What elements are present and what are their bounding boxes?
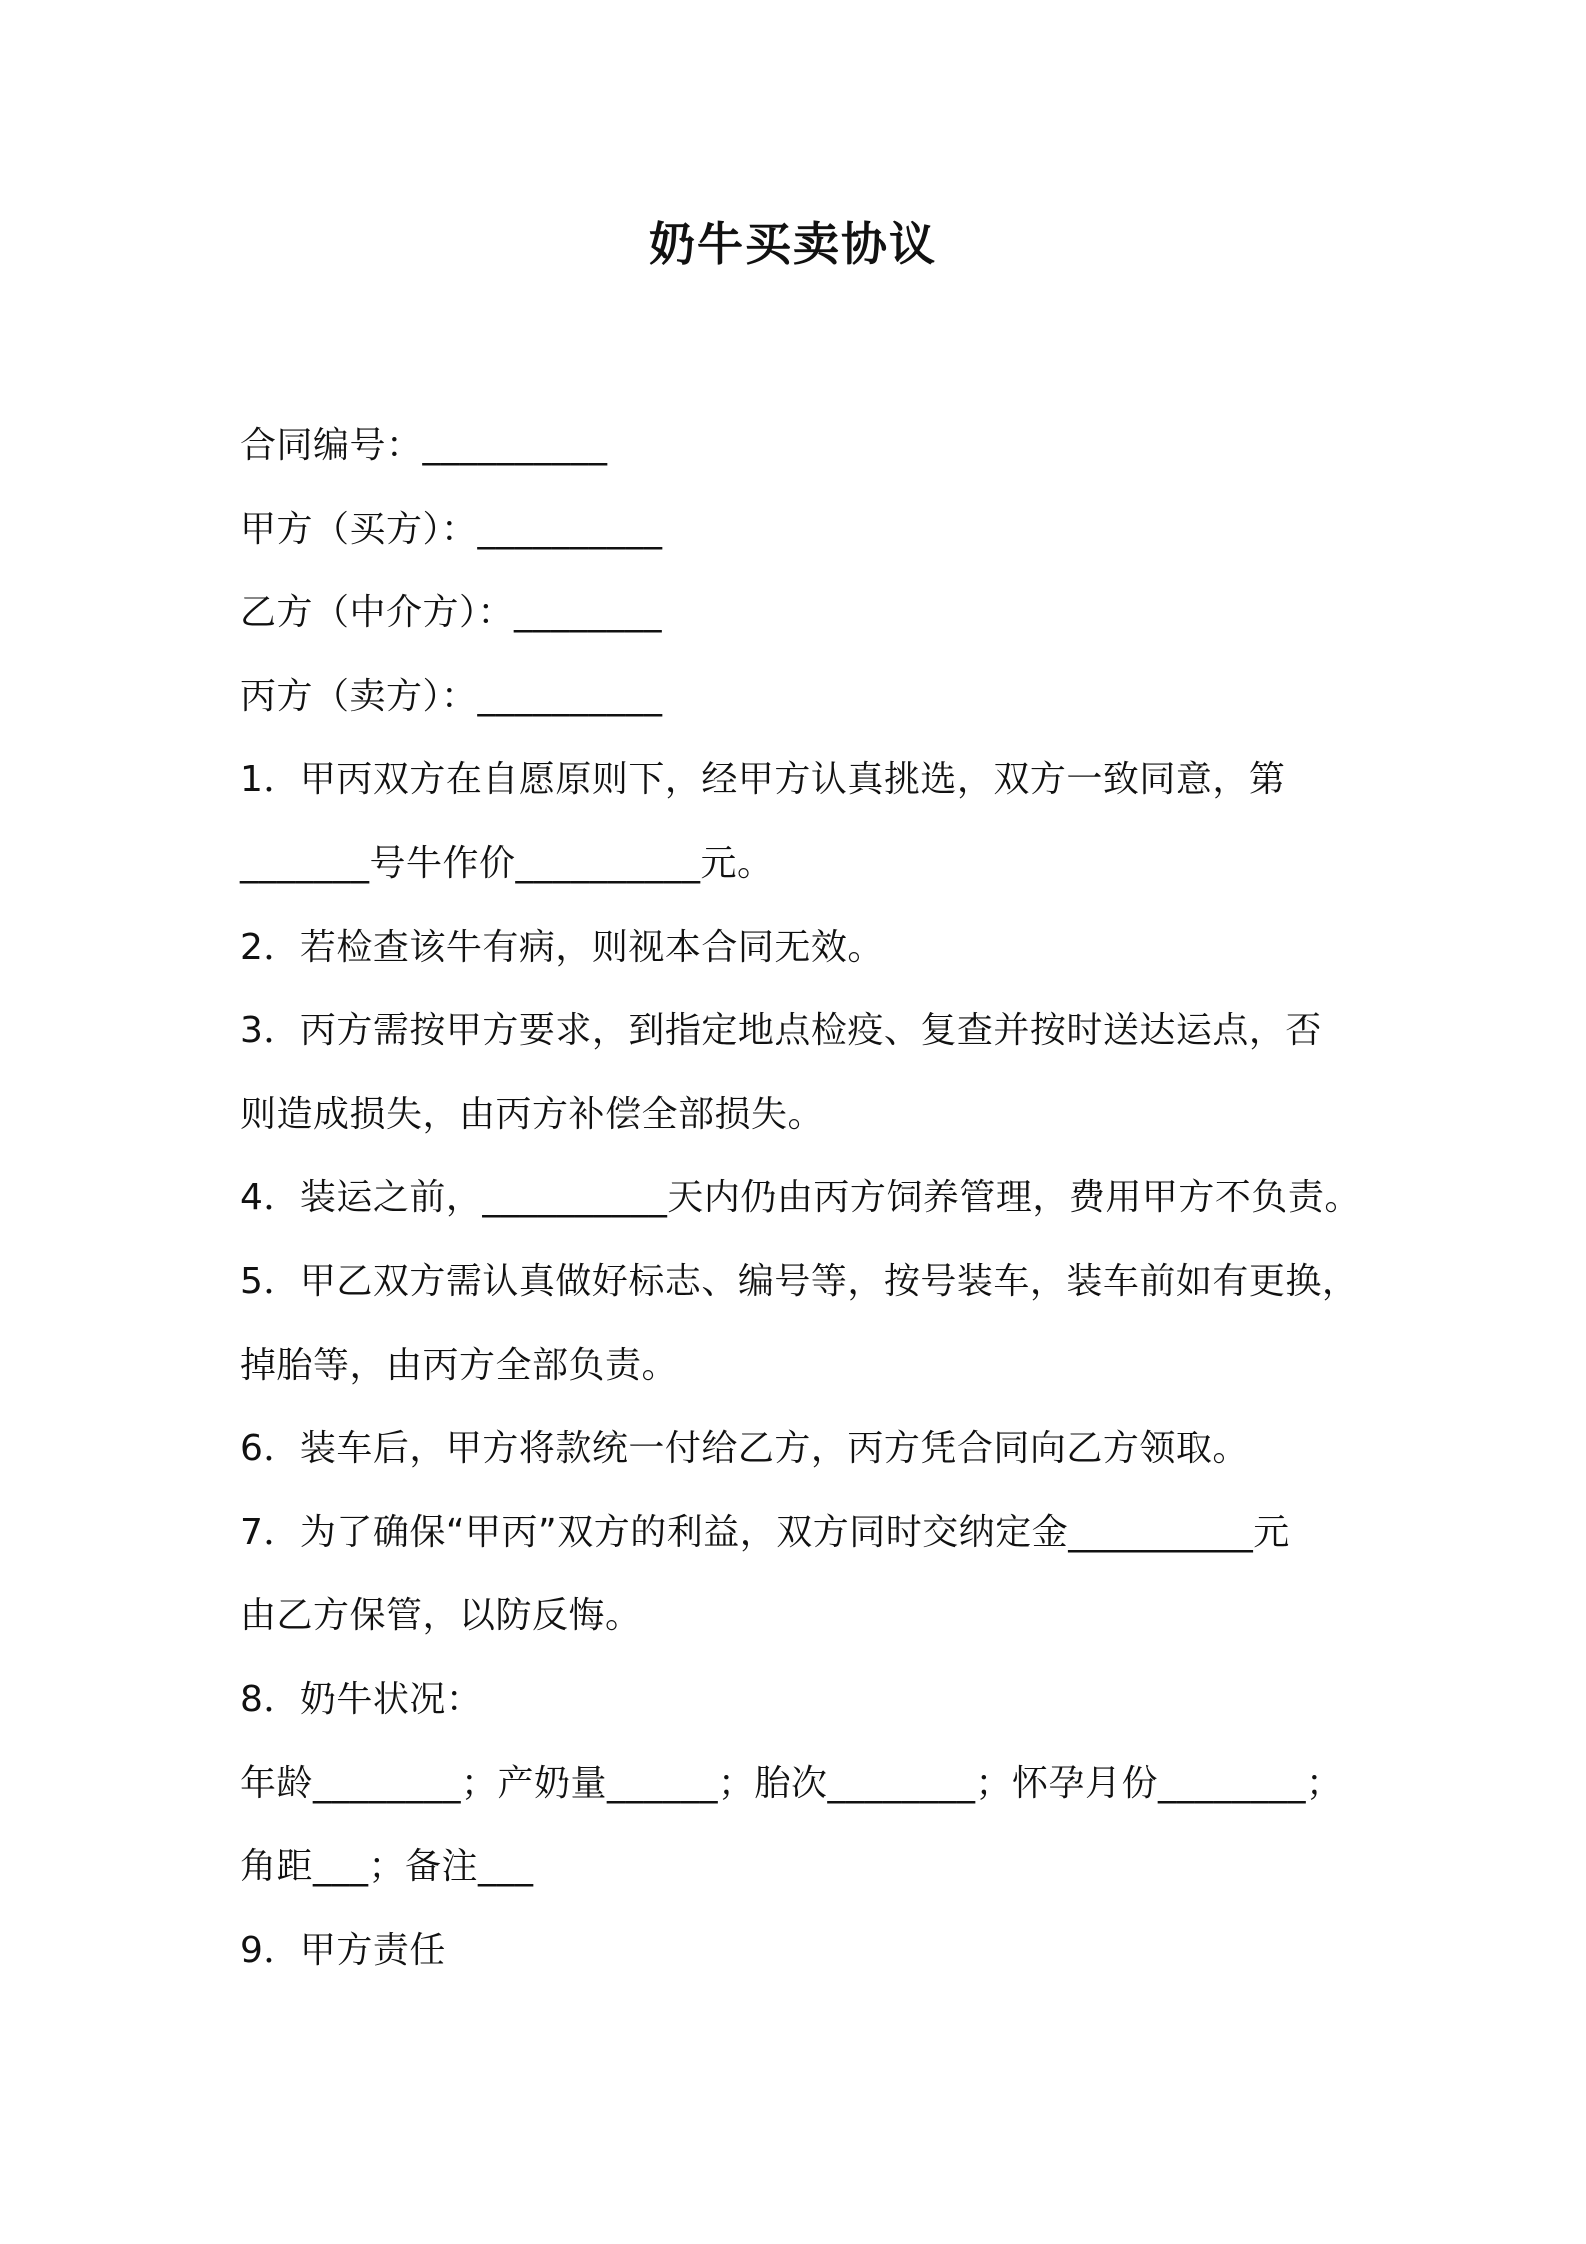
- clause-5-line-1: 5．甲乙双方需认真做好标志、编号等，按号装车，装车前如有更换，: [240, 1260, 1359, 1302]
- contract-number-line: 合同编号：__________: [240, 425, 608, 466]
- party-b-line: 乙方（中介方）：________: [240, 592, 663, 634]
- clause-8-heading: 8．奶牛状况：: [240, 1678, 483, 1720]
- clause-7-line-2: 由乙方保管，以防反悔。: [240, 1595, 642, 1637]
- clause-7-line-1: 7．为了确保“甲丙”双方的利益，双方同时交纳定金__________元: [240, 1511, 1290, 1553]
- clause-2-line: 2．若检查该牛有病，则视本合同无效。: [240, 926, 884, 968]
- clause-1-line-1: 1．甲丙双方在自愿原则下，经甲方认真挑选，双方一致同意，第: [240, 759, 1286, 801]
- clause-8-line-1: 年龄________；产奶量______；胎次________；怀孕月份________；: [240, 1762, 1343, 1804]
- document-body: [240, 404, 1390, 1992]
- clause-3-line-2: 则造成损失，由丙方补偿全部损失。: [240, 1093, 825, 1135]
- document-title: 奶牛买卖协议: [649, 217, 937, 271]
- clause-1-line-2: _______号牛作价__________元。: [240, 842, 774, 884]
- clause-4-line: 4．装运之前，__________天内仍由丙方饲养管理，费用甲方不负责。: [240, 1177, 1361, 1219]
- clause-5-line-2: 掉胎等，由丙方全部负责。: [240, 1344, 679, 1386]
- clause-9-heading: 9．甲方责任: [240, 1929, 446, 1971]
- party-a-line: 甲方（买方）：__________: [240, 508, 663, 550]
- clause-8-line-2: 角距___；备注___: [240, 1846, 534, 1888]
- party-c-line: 丙方（卖方）：__________: [240, 675, 663, 717]
- clause-6-line: 6．装车后，甲方将款统一付给乙方，丙方凭合同向乙方领取。: [240, 1428, 1249, 1470]
- clause-3-line-1: 3．丙方需按甲方要求，到指定地点检疫、复查并按时送达运点，否: [240, 1010, 1322, 1052]
